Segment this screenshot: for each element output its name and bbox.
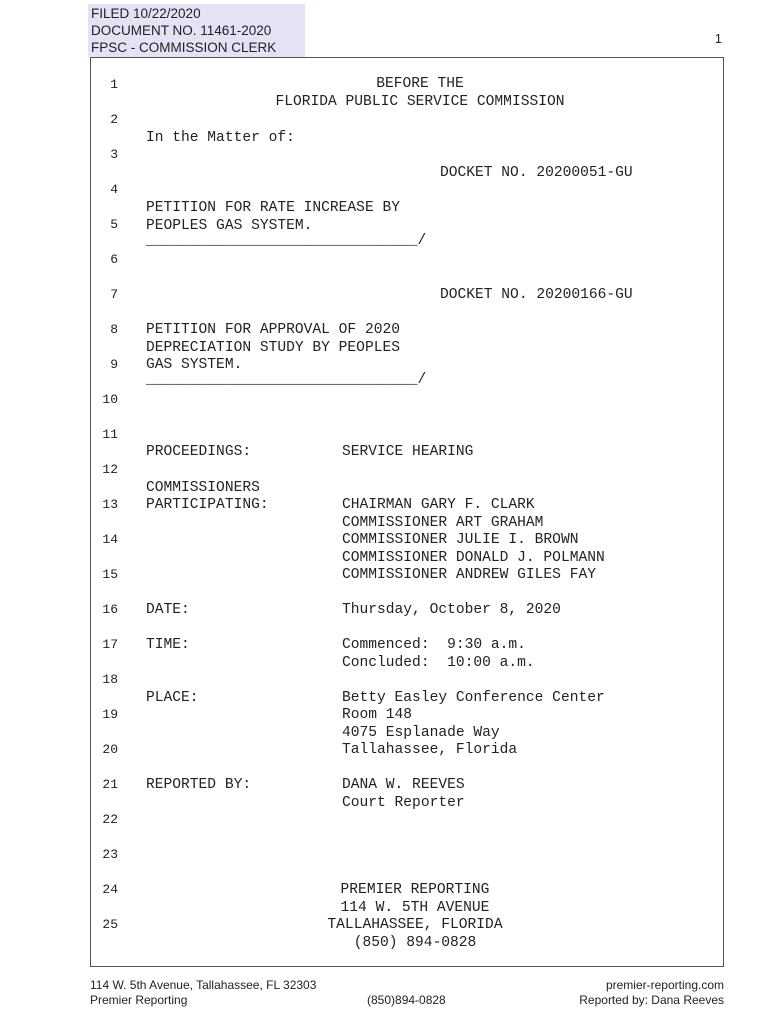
- petition-1-line-2: PEOPLES GAS SYSTEM.: [146, 218, 313, 234]
- place-label: PLACE:: [146, 690, 199, 706]
- matter-label: In the Matter of:: [146, 130, 295, 146]
- place-line: Tallahassee, Florida: [342, 742, 518, 758]
- footer-address: 114 W. 5th Avenue, Tallahassee, FL 32303: [90, 978, 317, 992]
- reported-by-label: REPORTED BY:: [146, 777, 252, 793]
- time-commenced: Commenced: 9:30 a.m.: [342, 637, 526, 653]
- line-number: 17: [102, 637, 118, 652]
- proceedings-value: SERVICE HEARING: [342, 444, 474, 460]
- proceedings-label: PROCEEDINGS:: [146, 444, 252, 460]
- line-number: 11: [102, 427, 118, 442]
- line-number: 18: [102, 672, 118, 687]
- petition-2-line-3: GAS SYSTEM.: [146, 357, 243, 373]
- line-number: 3: [110, 147, 118, 162]
- docket-number-2: DOCKET NO. 20200166-GU: [440, 287, 633, 303]
- line-number: 15: [102, 567, 118, 582]
- commissioner-name: CHAIRMAN GARY F. CLARK: [342, 497, 535, 513]
- reporter-name: DANA W. REEVES: [342, 777, 465, 793]
- line-number: 1: [110, 77, 118, 92]
- commissioner-name: COMMISSIONER ART GRAHAM: [342, 515, 544, 531]
- firm-phone: (850) 894-0828: [353, 935, 477, 951]
- line-number: 9: [110, 357, 118, 372]
- line-number: 13: [102, 497, 118, 512]
- footer-website: premier-reporting.com: [605, 978, 724, 992]
- line-number: 14: [102, 532, 118, 547]
- commissioners-label-2: PARTICIPATING:: [146, 497, 269, 513]
- reporter-title: Court Reporter: [342, 795, 465, 811]
- commissioner-name: COMMISSIONER ANDREW GILES FAY: [342, 567, 596, 583]
- place-line: 4075 Esplanade Way: [342, 725, 500, 741]
- docket-number-1: DOCKET NO. 20200051-GU: [440, 165, 633, 181]
- caption-rule-1: _______________________________/: [146, 233, 427, 249]
- heading-commission: FLORIDA PUBLIC SERVICE COMMISSION: [275, 94, 565, 110]
- line-number: 10: [102, 392, 118, 407]
- time-concluded: Concluded: 10:00 a.m.: [342, 655, 535, 671]
- date-label: DATE:: [146, 602, 190, 618]
- line-number: 21: [102, 777, 118, 792]
- line-number: 20: [102, 742, 118, 757]
- page-number: 1: [714, 31, 722, 46]
- stamp-document-number: DOCUMENT NO. 11461-2020: [91, 23, 272, 38]
- line-number: 12: [102, 462, 118, 477]
- firm-city: TALLAHASSEE, FLORIDA: [327, 917, 503, 933]
- footer-reported-by: Reported by: Dana Reeves: [579, 993, 724, 1007]
- line-number: 19: [102, 707, 118, 722]
- commissioner-name: COMMISSIONER DONALD J. POLMANN: [342, 550, 605, 566]
- stamp-clerk: FPSC - COMMISSION CLERK: [91, 40, 277, 55]
- filing-stamp: [88, 4, 305, 57]
- line-number: 16: [102, 602, 118, 617]
- commissioner-name: COMMISSIONER JULIE I. BROWN: [342, 532, 579, 548]
- stamp-filed-date: FILED 10/22/2020: [91, 6, 201, 21]
- line-number: 7: [110, 287, 118, 302]
- place-line: Room 148: [342, 707, 413, 723]
- firm-street: 114 W. 5TH AVENUE: [340, 900, 490, 916]
- caption-rule-2: _______________________________/: [146, 372, 427, 388]
- petition-2-line-1: PETITION FOR APPROVAL OF 2020: [146, 322, 400, 338]
- line-number: 22: [102, 812, 118, 827]
- line-number: 25: [102, 917, 118, 932]
- place-line: Betty Easley Conference Center: [342, 690, 605, 706]
- line-number: 24: [102, 882, 118, 897]
- line-number: 6: [110, 252, 118, 267]
- footer-firm: Premier Reporting: [90, 993, 188, 1007]
- footer-phone: (850)894-0828: [367, 993, 446, 1007]
- heading-before: BEFORE THE: [376, 76, 464, 92]
- line-number: 5: [110, 217, 118, 232]
- petition-2-line-2: DEPRECIATION STUDY BY PEOPLES: [146, 340, 400, 356]
- date-value: Thursday, October 8, 2020: [342, 602, 561, 618]
- petition-1-line-1: PETITION FOR RATE INCREASE BY: [146, 200, 400, 216]
- line-number: 4: [110, 182, 118, 197]
- line-number: 2: [110, 112, 118, 127]
- line-number: 8: [110, 322, 118, 337]
- time-label: TIME:: [146, 637, 190, 653]
- firm-name: PREMIER REPORTING: [340, 882, 490, 898]
- commissioners-label-1: COMMISSIONERS: [146, 480, 260, 496]
- line-number: 23: [102, 847, 118, 862]
